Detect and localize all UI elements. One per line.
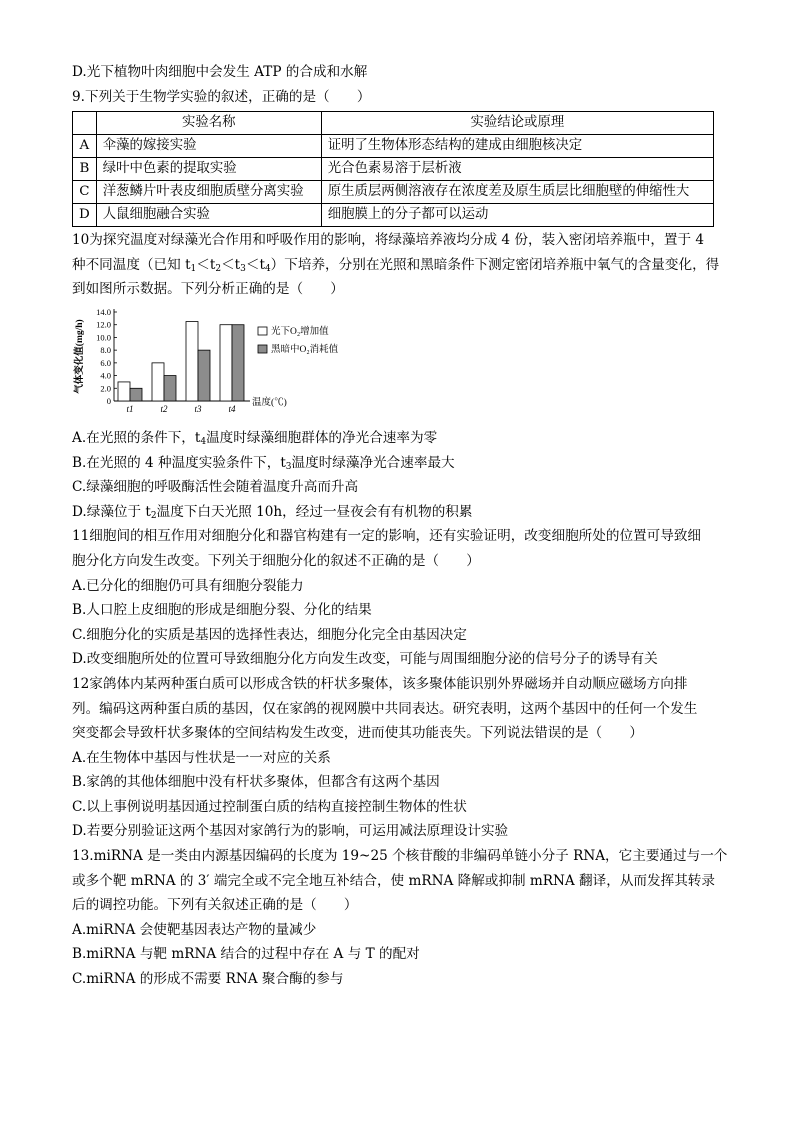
table-header-name: 实验名称: [96, 112, 321, 135]
q12-stem-line-1: 12家鸽体内某两种蛋白质可以形成含铁的杆状多聚体，该多聚体能识别外界磁场并自动顺应磁场方向排: [72, 675, 688, 692]
subscript: 4: [200, 436, 207, 447]
q11-option-c: C.细胞分化的实质是基因的选择性表达，细胞分化完全由基因决定: [72, 626, 467, 643]
q10-stem-text: ＜t: [196, 256, 216, 273]
table-cell-desc: 光合色素易溶于层析液: [321, 158, 713, 181]
y-tick-label: 8.0: [100, 345, 111, 356]
subscript: 4: [264, 263, 271, 274]
q11-stem-line-2: 胞分化方向发生改变。下列关于细胞分化的叙述不正确的是（ ）: [72, 552, 480, 569]
bar-light-t4: [220, 325, 232, 401]
legend-label: 光下O₂增加值: [271, 326, 329, 337]
y-tick-label: 10.0: [96, 332, 111, 343]
table-cell-key: B: [73, 158, 97, 181]
q13-option-b: B.miRNA 与靶 mRNA 结合的过程中存在 A 与 T 的配对: [72, 946, 420, 963]
option-text: A.在光照的条件下，t: [72, 429, 201, 446]
q12-option-b: B.家鸽的其他体细胞中没有杆状多聚体，但都含有这两个基因: [72, 774, 440, 791]
q12-stem-line-3: 突变都会导致杆状多聚体的空间结构发生改变，进而使其功能丧失。下列说法错误的是（ ）: [72, 725, 643, 742]
q13-stem-line-2: 或多个靶 mRNA 的 3′ 端完全或不完全地互补结合，使 mRNA 降解或抑制 mRNA 翻译，从而发挥其转录: [72, 872, 715, 889]
y-tick-label: 0: [106, 395, 111, 406]
bar-dark-t1: [130, 388, 142, 401]
q10-stem-text: ）下培养，分别在光照和黑暗条件下测定密闭培养瓶中氧气的含量变化，得: [270, 256, 720, 273]
bar-light-t1: [118, 382, 130, 401]
q13-option-c: C.miRNA 的形成不需要 RNA 聚合酶的参与: [72, 971, 344, 988]
table-cell-name: 伞藻的嫁接实验: [96, 135, 321, 158]
q10-stem-text: 种不同温度（已知 t: [72, 256, 191, 273]
table-cell-name: 洋葱鳞片叶表皮细胞质壁分离实验: [96, 181, 321, 204]
q12-option-c: C.以上事例说明基因通过控制蛋白质的结构直接控制生物体的性状: [72, 798, 467, 815]
q9-stem: 9.下列关于生物学实验的叙述，正确的是（ ）: [72, 88, 371, 105]
y-tick-label: 2.0: [100, 383, 111, 394]
legend-label: 黑暗中O₂消耗值: [271, 344, 339, 355]
chart-svg: [72, 304, 412, 424]
q13-stem-line-3: 后的调控功能。下列有关叙述正确的是（ ）: [72, 897, 358, 914]
bar-light-t3: [186, 322, 198, 401]
q10-option-c: C.绿藻细胞的呼吸酶活性会随着温度升高而升高: [72, 479, 359, 496]
table-cell-key: D: [73, 204, 97, 227]
option-text: 温度时绿藻净光合速率最大: [291, 454, 455, 471]
q13-stem-line-1: 13.miRNA 是一类由内源基因编码的长度为 19~25 个核苷酸的非编码单链小分子 RNA，它主要通过与一个: [72, 848, 728, 865]
legend-swatch: [258, 327, 267, 335]
q8-option-d: D.光下植物叶肉细胞中会发生 ATP 的合成和水解: [72, 64, 368, 80]
table-cell-key: C: [73, 181, 97, 204]
x-tick-label: t1: [126, 403, 134, 414]
y-tick-label: 14.0: [96, 306, 111, 317]
table-cell-name: 人鼠细胞融合实验: [96, 204, 321, 227]
table-row: [73, 204, 714, 227]
table-cell-key: A: [73, 135, 97, 158]
exam-page: [72, 60, 728, 992]
subscript: 1: [190, 263, 197, 274]
subscript: 2: [215, 263, 222, 274]
table-row: [73, 181, 714, 204]
bar-dark-t2: [164, 376, 176, 401]
q10-stem-line-1: 10为探究温度对绿藻光合作用和呼吸作用的影响，将绿藻培养液均分成 4 份，装入密闭培养瓶中，置于 4: [72, 232, 705, 249]
y-tick-label: 6.0: [100, 357, 111, 368]
q10-option-a: [72, 426, 724, 451]
table-cell-desc: 证明了生物体形态结构的建成由细胞核决定: [321, 135, 713, 158]
q13-option-a: A.miRNA 会使靶基因表达产物的量减少: [72, 921, 317, 938]
q12-option-d: D.若要分别验证这两个基因对家鸽行为的影响，可运用减法原理设计实验: [72, 823, 509, 840]
q10-stem-text: ＜t: [245, 256, 265, 273]
bar-dark-t4: [232, 325, 244, 401]
q9-experiment-table: [72, 111, 714, 227]
q10-option-b: [72, 451, 724, 476]
table-row: [73, 158, 714, 181]
q10-bar-chart: [72, 304, 724, 424]
option-text: 温度时绿藻细胞群体的净光合速率为零: [206, 429, 438, 446]
table-header-desc: 实验结论或原理: [321, 112, 713, 135]
x-tick-label: t4: [228, 403, 236, 414]
table-cell-name: 绿叶中色素的提取实验: [96, 158, 321, 181]
option-text: B.在光照的 4 种温度实验条件下，t: [72, 454, 286, 471]
q11-option-a: A.已分化的细胞仍可具有细胞分裂能力: [72, 577, 304, 594]
q10-stem-text: ＜t: [221, 256, 241, 273]
q12-stem-line-2: 列。编码这两种蛋白质的基因，仅在家鸽的视网膜中共同表达。研究表明，这两个基因中的任何一个发生: [72, 700, 698, 717]
legend-swatch: [258, 345, 267, 353]
q11-option-b: B.人口腔上皮细胞的形成是细胞分裂、分化的结果: [72, 602, 372, 619]
table-header-empty: [73, 112, 97, 135]
y-axis-label: 气体变化值(mg/h): [75, 319, 85, 394]
option-text: D.绿藻位于 t: [72, 503, 151, 520]
x-tick-label: t3: [194, 403, 202, 414]
table-row: [73, 135, 714, 158]
subscript: 3: [240, 263, 246, 274]
q10-option-d: [72, 500, 724, 525]
bar-dark-t3: [198, 350, 210, 401]
table-cell-desc: 细胞膜上的分子都可以运动: [321, 204, 713, 227]
option-text: 温度下白天光照 10h，经过一昼夜会有有机物的积累: [156, 503, 473, 520]
y-tick-label: 12.0: [96, 319, 111, 330]
q11-stem-line-1: 11细胞间的相互作用对细胞分化和器官构建有一定的影响，还有实验证明，改变细胞所处的位置可导致细: [72, 528, 702, 545]
x-axis-label: 温度(℃): [252, 397, 287, 408]
table-header-row: [73, 112, 714, 135]
q10-stem-line-3: 到如图所示数据。下列分析正确的是（ ）: [72, 281, 344, 298]
y-tick-label: 4.0: [100, 370, 111, 381]
subscript: 3: [285, 461, 292, 472]
bar-light-t2: [152, 363, 164, 401]
q11-option-d: D.改变细胞所处的位置可导致细胞分化方向发生改变，可能与周围细胞分泌的信号分子的诱导有关: [72, 651, 658, 668]
q10-stem-line-2: [72, 253, 724, 278]
table-cell-desc: 原生质层两侧溶液存在浓度差及原生质层比细胞壁的伸缩性大: [321, 181, 713, 204]
q12-option-a: A.在生物体中基因与性状是一一对应的关系: [72, 749, 331, 766]
subscript: 2: [150, 510, 157, 521]
x-tick-label: t2: [160, 403, 168, 414]
